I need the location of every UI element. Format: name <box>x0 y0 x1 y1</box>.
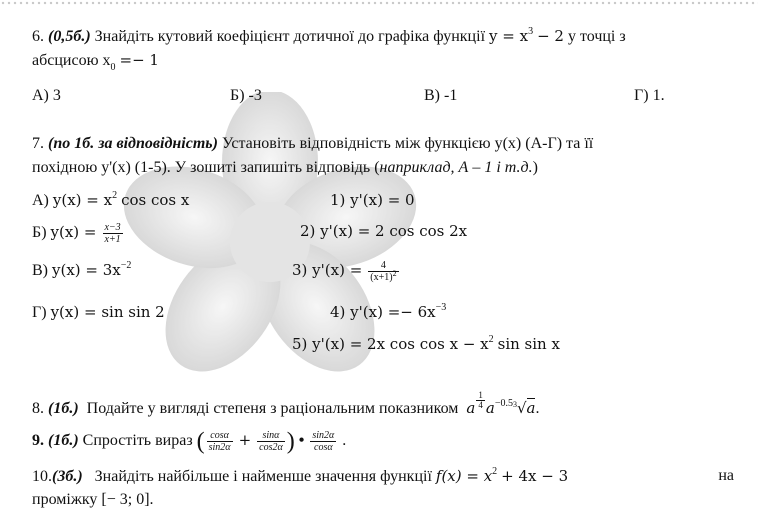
q8-base2: a <box>485 399 495 417</box>
q10-line1 <box>32 466 734 489</box>
q6-points: (0,5б.) <box>48 28 91 45</box>
q7-line2 <box>32 158 538 178</box>
q7-d5-exp: 2 <box>488 334 494 345</box>
q7-d3-den-exp: 2 <box>392 269 397 278</box>
q10-line2: проміжку [− 3; 0]. <box>32 491 154 508</box>
q9-frac3 <box>310 430 336 453</box>
q7-number: 7. <box>32 135 44 152</box>
q7-d5-text: 5) y'(x) = 2x cos cos x − x <box>292 335 489 353</box>
q7-paren: ) <box>532 159 538 176</box>
q10-func-exp: 2 <box>492 466 498 477</box>
q7-deriv-5 <box>292 334 560 357</box>
q9-f2-num: sinα <box>257 430 285 442</box>
q7-g-label: Г) <box>32 304 47 321</box>
q7-deriv-4 <box>330 302 446 325</box>
q7-b-func: y(x) = <box>50 223 97 242</box>
q9-frac1 <box>207 430 233 453</box>
q8-line <box>32 389 540 421</box>
q7-func-b <box>32 222 125 245</box>
q7-deriv-1: 1) y'(x) = 0 <box>330 191 415 209</box>
q6-number: 6. <box>32 28 44 45</box>
q6-text: Знайдіть кутовий коефіцієнт дотичної до графіка функції <box>94 28 486 45</box>
q6-option-b: Б) -3 <box>230 87 262 104</box>
q9-number: 9. <box>32 432 44 450</box>
q9-plus: + <box>238 431 252 450</box>
q7-text: Установіть відповідність між функцією y(x) (А-Г) та її <box>221 135 594 152</box>
dotted-border <box>0 0 758 6</box>
q6-text2: у точці з <box>567 28 626 45</box>
q7-b-den: x+1 <box>104 234 121 245</box>
q9-f1-num: cosα <box>207 430 233 442</box>
q6-line1 <box>32 26 626 49</box>
q7-a-exp: 2 <box>112 190 118 201</box>
q7-func-g <box>32 302 165 323</box>
right-paren-icon: ) <box>286 428 295 455</box>
q7-d3-den: (x+1) <box>370 272 393 283</box>
q6-option-v: В) -1 <box>424 87 458 104</box>
q9-points: (1б.) <box>48 432 79 450</box>
q7-func-a <box>32 190 189 213</box>
q8-base: a <box>466 399 476 417</box>
q10-na: на <box>718 467 734 484</box>
q6-func-rest: − 2 <box>537 27 564 45</box>
q7-v-func: y(x) = 3x <box>52 261 121 279</box>
q6-func: y = x <box>489 27 529 45</box>
q6-option-g: Г) 1. <box>634 87 665 104</box>
q7-a-func: y(x) = x <box>52 191 113 209</box>
q9-f2-den: cos2α <box>259 442 283 453</box>
q7-a-rest: cos cos x <box>121 191 190 209</box>
radical-icon: √ <box>516 399 527 417</box>
q9-text: Спростіть вираз <box>82 432 193 450</box>
q7-points: (по 1б. за відповідність) <box>48 135 218 152</box>
q9-f3-den: cosα <box>314 442 333 453</box>
q7-deriv-2: 2) y'(x) = 2 cos cos 2x <box>300 222 468 240</box>
q6-x0-value: =− 1 <box>119 51 159 69</box>
q7-func-v <box>32 260 131 283</box>
q10-text: Знайдіть найбільше і найменше значення функції <box>94 468 432 485</box>
q8-text: Подайте у вигляді степеня з раціональним показником <box>86 400 459 417</box>
q7-d3-fraction <box>368 260 398 283</box>
q10-func: f(x) = x <box>435 467 493 485</box>
q7-a-label: А) <box>32 192 49 209</box>
q8-exp1 <box>476 391 485 410</box>
q7-deriv-3 <box>292 260 401 283</box>
q7-d3-text: 3) y'(x) = <box>292 261 363 280</box>
q8-exp1-num: 1 <box>478 389 483 400</box>
q6-line2 <box>32 50 159 73</box>
q9-f1-den: sin2α <box>208 442 231 453</box>
q7-g-func: y(x) = sin sin 2 <box>50 303 165 321</box>
q7-v-exp: −2 <box>120 260 132 271</box>
q6-option-a: А) 3 <box>32 87 61 104</box>
q7-b-label: Б) <box>32 224 47 242</box>
left-paren-icon: ( <box>196 428 205 455</box>
q7-b-num: x−3 <box>104 222 121 233</box>
q9-end: . <box>342 432 347 450</box>
q10-func-rest: + 4x − 3 <box>501 467 569 485</box>
q6-func-exp: 3 <box>528 26 534 37</box>
q7-d3-num: 4 <box>368 260 398 272</box>
q7-d5-rest: sin sin x <box>497 335 560 353</box>
q9-f3-num: sin2α <box>312 430 335 441</box>
q10-points: (3б.) <box>52 468 83 485</box>
q6-abscissa: абсцисою x <box>32 52 111 69</box>
q9-line <box>32 430 346 453</box>
q7-b-fraction <box>103 222 123 245</box>
q7-d4-exp: −3 <box>435 302 447 313</box>
q6-x0-sub: 0 <box>110 62 116 73</box>
q7-example: наприклад, А – 1 і т.д. <box>379 159 533 176</box>
q7-text2: похідною y'(x) (1-5). У зошиті запишіть відповідь ( <box>32 159 380 176</box>
q9-dot: • <box>298 432 305 450</box>
q9-frac2 <box>257 430 285 453</box>
q10-number: 10. <box>32 468 52 485</box>
q8-exp2: −0.5 <box>494 398 513 409</box>
q8-root-body: a <box>526 399 536 417</box>
q7-v-label: В) <box>32 262 48 279</box>
q8-root-index: 3 <box>512 400 517 409</box>
q8-points: (1б.) <box>48 400 79 417</box>
q8-exp1-den: 4 <box>478 399 483 410</box>
q8-number: 8. <box>32 400 44 417</box>
q7-line1 <box>32 134 593 154</box>
q8-end: . <box>535 400 540 417</box>
q7-d4-text: 4) y'(x) =− 6x <box>330 303 436 321</box>
